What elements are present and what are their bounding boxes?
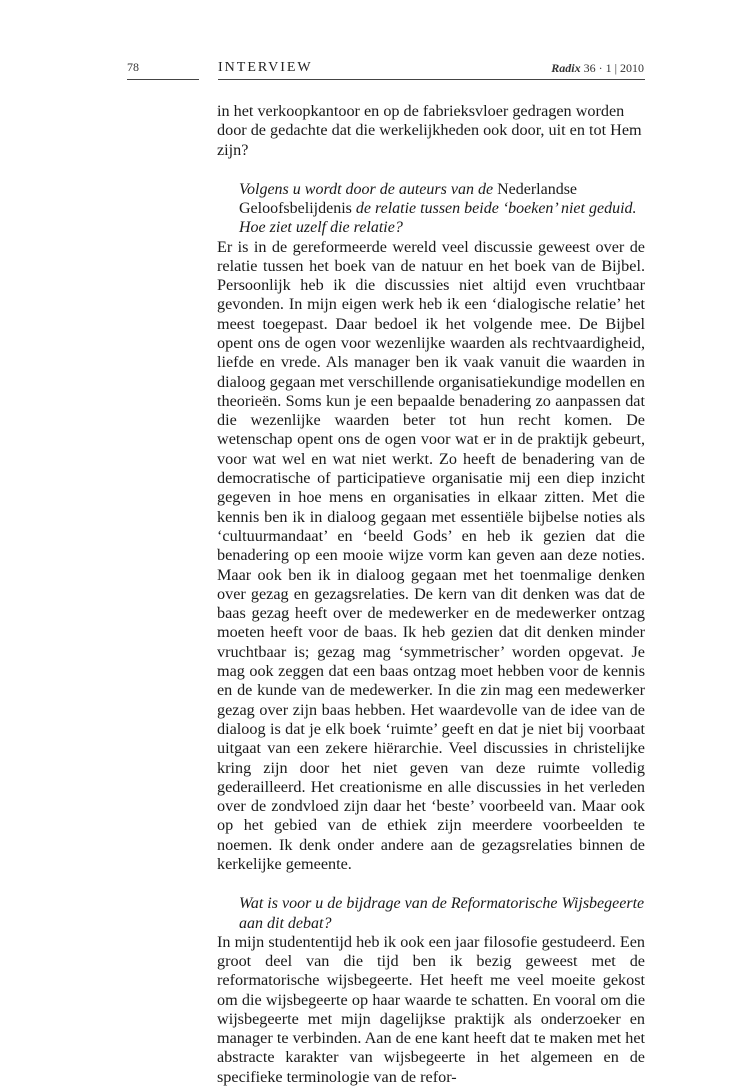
page-number: 78: [127, 60, 139, 74]
question-1-part-a: Volgens u wordt door de auteurs van de: [239, 180, 498, 198]
header-rule-left: [127, 79, 199, 80]
question-1-part-c: de relatie tussen beide ‘boeken’ niet geduid. Hoe ziet uzelf die relatie?: [239, 200, 637, 237]
answer-2-paragraph: In mijn studententijd heb ik ook een jaar filosofie gestudeerd. Een groot deel van die tijd ben ik bezig geweest met de reformatorische wijsbegeerte. Het heeft me veel moeite gekost om die wijsbegeerte op haar waarde te schatten. En vooral om die wijsbegeerte met mijn dagelijkse praktijk als onderzoeker en manager te verbinden. Aan de ene kant heeft dat te maken met het abstracte karakter van wijsbegeerte in het algemeen en de specifieke terminologie van de refor-: [217, 932, 645, 1086]
question-1-title: Nederlandse Geloofsbelijdenis: [239, 180, 578, 218]
issue-number: 36 · 1 | 2010: [583, 61, 644, 75]
intro-paragraph: in het verkoopkantoor en op de fabrieksvloer gedragen worden door de gedachte dat die werkelijkheden ook door, uit en tot Hem zijn?: [217, 102, 642, 159]
journal-name: Radix: [551, 61, 581, 75]
answer-1-paragraph: Er is in de gereformeerde wereld veel discussie geweest over de relatie tussen het boek van de natuur en het boek van de Bijbel. Persoonlijk heb ik die discussies niet altijd even vruchtbaar gevonden. In mijn eigen werk heb ik een ‘dialogische relatie’ het meest toegepast. Daar bedoel ik het volgende mee. De Bijbel opent ons de ogen voor wezenlijke waarden als rechtvaardigheid, liefde en vrede. Als manager ben ik vaak vanuit die waarden in dialoog gegaan met verschillende organisatiekundige modellen en theorieën. Soms kun je een bepaalde benadering zo aanpassen dat die wezenlijke waarden beter tot hun recht komen. De wetenschap opent ons de ogen voor wat er in de praktijk gebeurt, voor wat wel en wat niet werkt. Zo heeft de benadering van de democratische of participatieve organisatie mij een diep inzicht gegeven in hoe mens en organisaties in elkaar zitten. Met die kennis ben ik in dialoog gegaan met essentiële bijbelse noties als ‘cultuurmandaat’ en ‘beeld Gods’ en heb ik gezien dat die benadering op een mooie wijze vorm kan geven aan deze noties. Maar ook ben ik in dialoog gegaan met het toenmalige denken over gezag en gezagsrelaties. De kern van dit denken was dat de baas gezag heeft over de medewerker en de medewerker ontzag moeten heeft voor de baas. Ik heb gezien dat dit denken minder vruchtbaar is; gezag mag ‘symmetrischer’ worden opgevat. Je mag ook zeggen dat een baas ontzag moet hebben voor de kennis en de kunde van de medewerker. In die zin mag een medewerker gezag over zijn baas hebben. Het waardevolle van de idee van de dialoog is dat je elk boek ‘ruimte’ geeft en dat je niet bij voorbaat uitgaat van een zekere hiërarchie. Veel discussies in christelijke kring zijn door het niet geven van deze ruimte volledig gederailleerd. Het creationisme en alle discussies in het verleden over de zondvloed zijn daar het ‘beste’ voorbeeld van. Maar ook op het gebied van de ethiek zijn meerdere voorbeelden te noemen. Ik denk onder andere aan de gezagsrelaties binnen de kerkelijke gemeente.: [217, 237, 645, 873]
article-body: [217, 102, 645, 1087]
header-rule-main: [218, 79, 645, 80]
interview-question-1: [217, 180, 645, 238]
running-section-title: INTERVIEW: [218, 60, 313, 75]
running-issue-info: [551, 61, 644, 76]
interview-question-2: Wat is voor u de bijdrage van de Reformatorische Wijsbegeerte aan dit debat?: [239, 895, 645, 932]
